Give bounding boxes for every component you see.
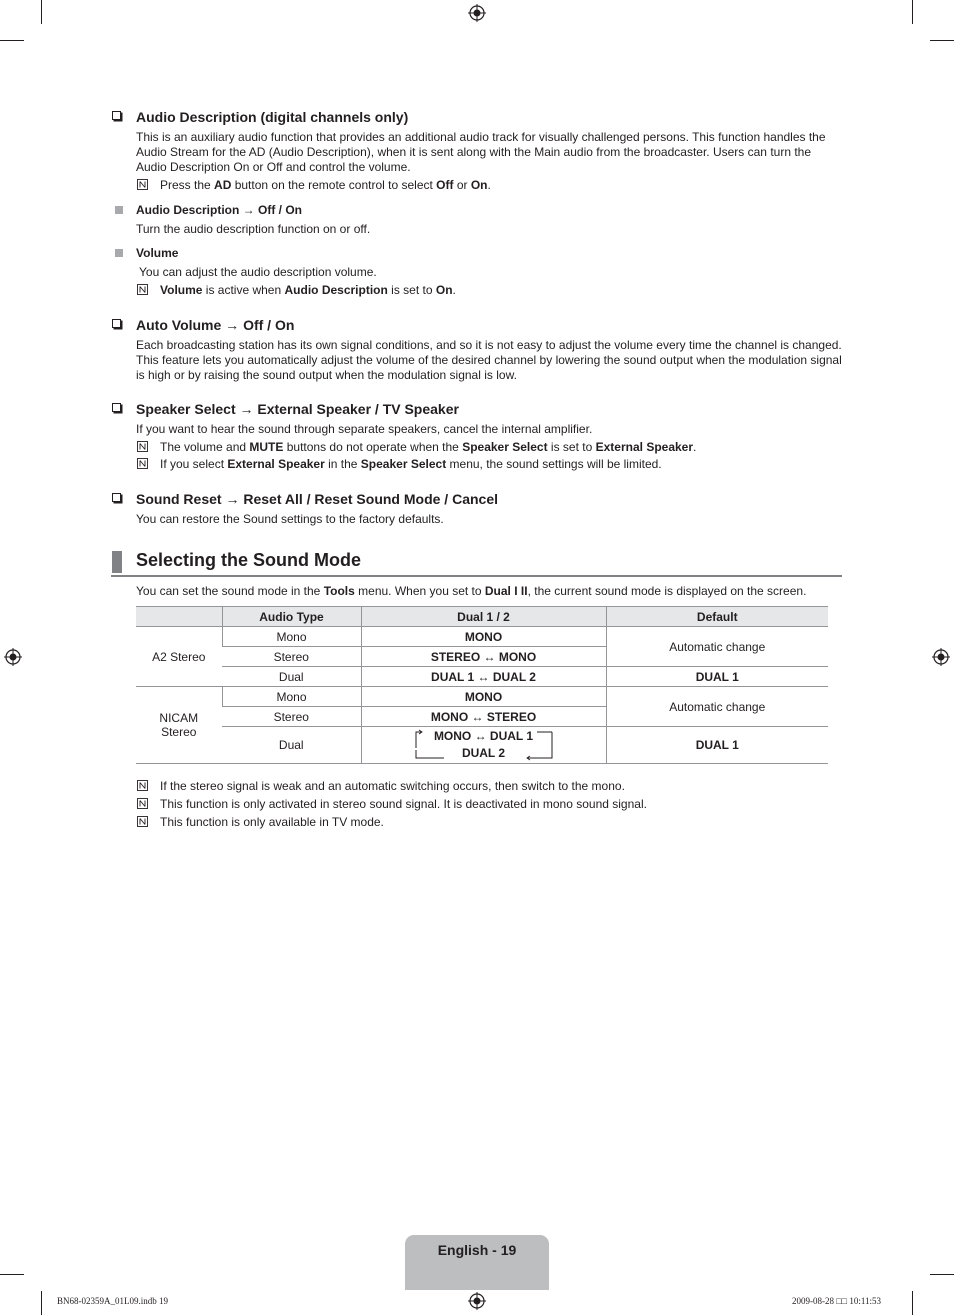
table-row <box>136 687 828 707</box>
square-bullet-icon <box>115 249 123 257</box>
note-icon <box>137 816 148 827</box>
checkbox-bullet-icon <box>112 493 121 502</box>
checkbox-bullet-icon <box>112 111 121 120</box>
table-header: Dual 1 / 2 <box>361 607 606 627</box>
table-cell: Mono <box>222 627 361 647</box>
registration-mark-icon <box>468 1292 486 1310</box>
table-cell: Automatic change <box>606 627 828 667</box>
volume-body: You can adjust the audio description volume. <box>139 265 377 279</box>
page-number-tab <box>405 1235 549 1290</box>
table-row <box>136 727 828 764</box>
ad-off-on-body: Turn the audio description function on or off. <box>136 222 371 236</box>
note-icon <box>137 284 148 295</box>
table-cell: DUAL 1 ↔ DUAL 2 <box>361 667 606 687</box>
audio-description-body: This is an auxiliary audio function that provides an additional audio track for visually challenged persons. This function handles the Audio Stream for the AD (Audio Description), when it is sent along with the Main audio from the broadcaster. Users can turn the Audio Description On or Off and control the volume. <box>136 130 826 174</box>
registration-mark-icon <box>468 4 486 22</box>
crop-mark <box>41 1291 42 1315</box>
table-cell: MONO ↔ STEREO <box>361 707 606 727</box>
note-stereo-only: This function is only activated in stereo sound signal. It is deactivated in mono sound signal. <box>111 796 842 813</box>
registration-mark-icon <box>4 648 22 666</box>
note-icon <box>137 780 148 791</box>
table-row <box>136 667 828 687</box>
table-cell: Dual <box>222 727 361 764</box>
table-row <box>136 627 828 647</box>
sound-mode-intro: You can set the sound mode in the Tools menu. When you set to Dual I II, the current sound mode is displayed on the screen. <box>136 584 807 598</box>
table-cell: STEREO ↔ MONO <box>361 647 606 667</box>
page-number: English - 19 <box>437 1242 517 1258</box>
table-cell: DUAL 1 <box>606 727 828 764</box>
table-header-row <box>136 607 828 627</box>
table-cell: MONO <box>361 687 606 707</box>
checkbox-bullet-icon <box>112 403 121 412</box>
section-heading-speaker-select: Speaker Select → External Speaker / TV Speaker <box>111 400 842 418</box>
note-mute-buttons: The volume and MUTE buttons do not operate when the Speaker Select is set to External Speaker. <box>111 439 842 456</box>
table-cell: Stereo <box>222 707 361 727</box>
table-cell-group: A2 Stereo <box>136 627 222 687</box>
subheading-volume: Volume <box>111 245 842 261</box>
note-icon <box>137 179 148 190</box>
note-stereo-weak: If the stereo signal is weak and an automatic switching occurs, then switch to the mono. <box>111 778 842 795</box>
crop-mark <box>930 1274 954 1275</box>
table-cell: DUAL 1 <box>606 667 828 687</box>
table-cell: Mono <box>222 687 361 707</box>
section-heading-audio-description: Audio Description (digital channels only) <box>111 108 842 126</box>
table-header: Default <box>606 607 828 627</box>
table-header: Audio Type <box>222 607 361 627</box>
cycle-arrow-icon <box>414 728 554 762</box>
table-cell: Stereo <box>222 647 361 667</box>
sound-mode-table <box>136 606 828 764</box>
square-bullet-icon <box>115 206 123 214</box>
crop-mark <box>0 40 24 41</box>
note-ad-button: Press the AD button on the remote control to select Off or On. <box>111 177 842 194</box>
main-content <box>111 108 842 527</box>
crop-mark <box>912 0 913 24</box>
crop-mark <box>930 40 954 41</box>
sound-mode-notes <box>111 776 842 831</box>
print-slug-left: BN68-02359A_01L09.indb 19 <box>57 1296 168 1306</box>
table-cell: MONO <box>361 627 606 647</box>
crop-mark <box>0 1274 24 1275</box>
note-external-speaker: If you select External Speaker in the Speaker Select menu, the sound settings will be limited. <box>111 456 842 473</box>
sound-reset-body: You can restore the Sound settings to the factory defaults. <box>136 512 444 526</box>
table-cell-group: NICAM Stereo <box>136 687 222 764</box>
section-title-sound-mode: Selecting the Sound Mode <box>111 549 842 577</box>
note-icon <box>137 798 148 809</box>
print-slug-right: 2009-08-28 □□ 10:11:53 <box>792 1296 882 1306</box>
note-icon <box>137 458 148 469</box>
registration-mark-icon <box>932 648 950 666</box>
table-cell: Dual <box>222 667 361 687</box>
table-header <box>136 607 222 627</box>
subheading-ad-off-on: Audio Description → Off / On <box>111 202 842 218</box>
speaker-select-body: If you want to hear the sound through separate speakers, cancel the internal amplifier. <box>136 422 593 436</box>
crop-mark <box>41 0 42 24</box>
note-tv-mode: This function is only available in TV mode. <box>111 814 842 831</box>
section-heading-auto-volume: Auto Volume → Off / On <box>111 316 842 334</box>
checkbox-bullet-icon <box>112 319 121 328</box>
auto-volume-body: Each broadcasting station has its own signal conditions, and so it is not easy to adjust the volume every time the channel is changed. This feature lets you automatically adjust the volume of the desired channel by lowering the sound output when the modulation signal is high or by raising the sound output when the modulation signal is low. <box>136 338 842 382</box>
note-icon <box>137 441 148 452</box>
table-cell-cycle: MONO ↔ DUAL 1 DUAL 2 <box>361 727 606 764</box>
crop-mark <box>912 1291 913 1315</box>
section-heading-sound-reset: Sound Reset → Reset All / Reset Sound Mode / Cancel <box>111 490 842 508</box>
note-volume-active: Volume is active when Audio Description is set to On. <box>111 282 842 299</box>
title-bar-marker <box>112 551 122 573</box>
table-cell: Automatic change <box>606 687 828 727</box>
